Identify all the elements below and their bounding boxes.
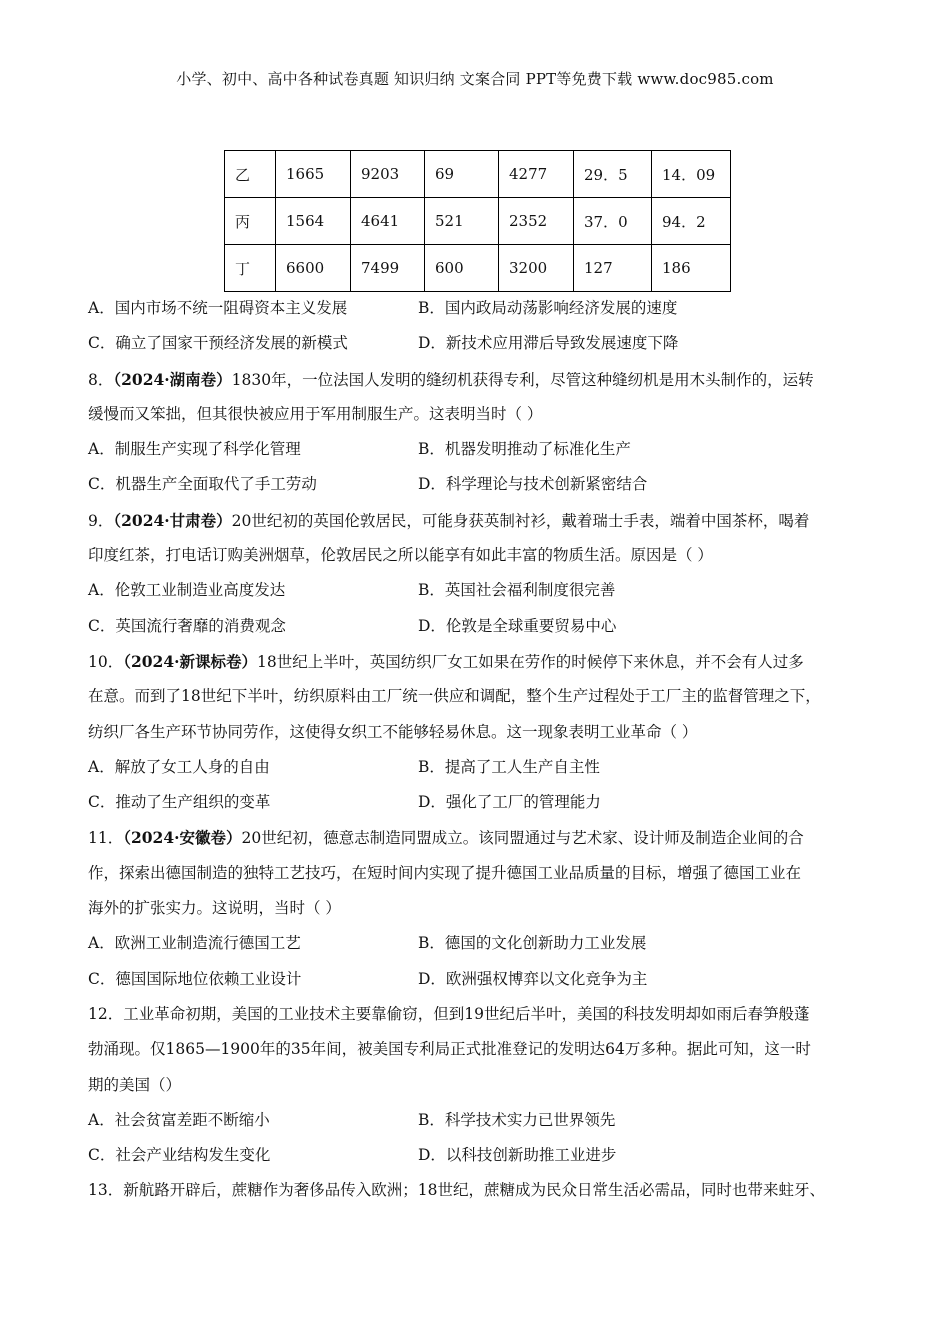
q10-stem-line-2: 在意。而到了18世纪下半叶，纺织原料由工厂统一供应和调配，整个生产过程处于工厂主的监督管理之下， [88, 687, 821, 706]
q10-option-c: C．推动了生产组织的变革 [88, 793, 271, 812]
table-row [225, 151, 731, 198]
question-text: 18世纪上半叶，英国纺织厂女工如果在劳作的时候停下来休息，并不会有人过多 [257, 652, 804, 671]
q7-option-c: C．确立了国家干预经济发展的新模式 [88, 334, 348, 353]
table-cell: 乙 [225, 151, 276, 198]
q10-option-b: B．提高了工人生产自主性 [418, 757, 600, 776]
table-cell: 69 [425, 151, 499, 198]
table-cell: 94．2 [652, 198, 731, 245]
q12-options-row-1 [88, 1103, 880, 1138]
question-text: 20世纪初，德意志制造同盟成立。该同盟通过与艺术家、设计师及制造企业间的合 [241, 829, 804, 848]
q8-options-row-1 [88, 432, 880, 467]
table-cell: 丙 [225, 198, 276, 245]
q12-option-a: A．社会贫富差距不断缩小 [88, 1110, 270, 1129]
q9-stem-line-1 [88, 503, 880, 538]
table-cell: 6600 [276, 245, 351, 292]
table-cell: 127 [574, 245, 652, 292]
q8-option-d: D．科学理论与技术创新紧密结合 [418, 475, 648, 494]
q7-option-a: A．国内市场不统一阻碍资本主义发展 [88, 299, 348, 317]
table-cell: 4277 [499, 151, 574, 198]
q11-stem-line-2: 作，探索出德国制造的独特工艺技巧，在短时间内实现了提升德国工业品质量的目标，增强了德国工业在 [88, 863, 802, 882]
q12-options-row-2 [88, 1138, 880, 1173]
q8-option-b: B．机器发明推动了标准化生产 [418, 440, 631, 459]
q10-option-a: A．解放了女工人身的自由 [88, 757, 270, 776]
q7-options-row-2 [88, 326, 880, 361]
table-cell: 3200 [499, 245, 574, 292]
q12-option-d: D．以科技创新助推工业进步 [418, 1146, 617, 1165]
q11-stem-line-1 [88, 820, 880, 855]
table-cell: 1665 [276, 151, 351, 198]
q10-stem-line-3: 纺织厂各生产环节协同劳作，这使得女织工不能够轻易休息。这一现象表明工业革命（ ） [88, 722, 698, 741]
q12-stem-line-3: 期的美国（） [88, 1075, 182, 1094]
table-row [225, 198, 731, 245]
q8-option-c: C．机器生产全面取代了手工劳动 [88, 475, 317, 494]
table-cell: 7499 [351, 245, 425, 292]
q9-option-b: B．英国社会福利制度很完善 [418, 581, 616, 600]
q7-option-b: B．国内政局动荡影响经济发展的速度 [418, 299, 678, 317]
q11-option-c: C．德国国际地位依赖工业设计 [88, 969, 302, 988]
question-number: 11． [88, 829, 124, 848]
question-text: 20世纪初的英国伦敦居民，可能身获英制衬衫，戴着瑞士手表，端着中国茶杯，喝着 [231, 511, 810, 530]
q7-options-row-1 [88, 291, 880, 326]
q8-option-a: A．制服生产实现了科学化管理 [88, 440, 301, 459]
question-source: （2024·安徽卷） [123, 828, 242, 848]
table-row [225, 245, 731, 292]
q11-options-row-2 [88, 962, 880, 997]
table-cell: 600 [425, 245, 499, 292]
q10-options-row-1 [88, 750, 880, 785]
q9-option-d: D．伦敦是全球重要贸易中心 [418, 616, 617, 635]
table-cell: 2352 [499, 198, 574, 245]
q10-options-row-2 [88, 785, 880, 820]
question-text: 1830年，一位法国人发明的缝纫机获得专利，尽管这种缝纫机是用木头制作的，运转 [231, 370, 814, 389]
q8-stem-line-2: 缓慢而又笨拙，但其很快被应用于军用制服生产。这表明当时（ ） [88, 404, 543, 423]
q8-options-row-2 [88, 467, 880, 502]
table-cell: 9203 [351, 151, 425, 198]
table-cell: 4641 [351, 198, 425, 245]
table-cell: 29．5 [574, 151, 652, 198]
q10-option-d: D．强化了工厂的管理能力 [418, 793, 601, 812]
question-number: 10． [88, 652, 124, 671]
page-header: 小学、初中、高中各种试卷真题 知识归纳 文案合同 PPT等免费下载 www.doc985.com [176, 70, 774, 88]
table-cell: 37．0 [574, 198, 652, 245]
table-cell: 521 [425, 198, 499, 245]
table-cell: 186 [652, 245, 731, 292]
q13-stem-line-1: 13．新航路开辟后，蔗糖作为奢侈品传入欧洲；18世纪，蔗糖成为民众日常生活必需品，同时也带来蛀牙、 [88, 1181, 825, 1200]
q8-stem-line-1 [88, 362, 880, 397]
q9-options-row-1 [88, 573, 880, 608]
q11-option-a: A．欧洲工业制造流行德国工艺 [88, 934, 301, 953]
question-source: （2024·湖南卷） [113, 369, 232, 389]
q12-option-c: C．社会产业结构发生变化 [88, 1146, 271, 1165]
question-number: 8． [88, 370, 114, 389]
q11-stem-line-3: 海外的扩张实力。这说明，当时（ ） [88, 899, 341, 918]
table-cell: 14．09 [652, 151, 731, 198]
table-cell: 1564 [276, 198, 351, 245]
q9-option-c: C．英国流行奢靡的消费观念 [88, 616, 286, 635]
q11-options-row-1 [88, 926, 880, 961]
q7-option-d: D．新技术应用滞后导致发展速度下降 [418, 334, 679, 353]
question-source: （2024·甘肃卷） [113, 510, 232, 530]
question-number: 9． [88, 511, 114, 530]
q9-options-row-2 [88, 609, 880, 644]
question-content [88, 291, 880, 1209]
q9-stem-line-2: 印度红茶，打电话订购美洲烟草，伦敦居民之所以能享有如此丰富的物质生活。原因是（ ） [88, 546, 713, 565]
q12-option-b: B．科学技术实力已世界领先 [418, 1110, 616, 1129]
question-source: （2024·新课标卷） [123, 651, 258, 671]
q12-stem-line-1: 12．工业革命初期，美国的工业技术主要靠偷窃，但到19世纪后半叶，美国的科技发明却如雨后春笋般蓬 [88, 1004, 810, 1023]
q12-stem-line-2: 勃涌现。仅1865—1900年的35年间，被美国专利局正式批准登记的发明达64万多种。据此可知，这一时 [88, 1040, 811, 1059]
data-table [224, 150, 731, 292]
q9-option-a: A．伦敦工业制造业高度发达 [88, 581, 286, 600]
q10-stem-line-1 [88, 644, 880, 679]
q11-option-b: B．德国的文化创新助力工业发展 [418, 934, 647, 953]
q11-option-d: D．欧洲强权博弈以文化竞争为主 [418, 969, 648, 988]
table-cell: 丁 [225, 245, 276, 292]
